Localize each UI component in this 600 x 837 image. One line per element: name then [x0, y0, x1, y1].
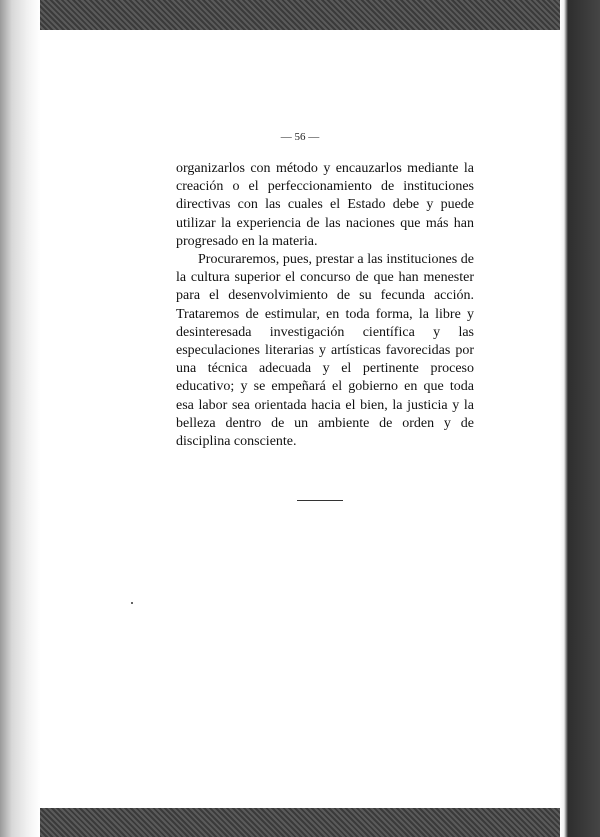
scan-border-right	[560, 0, 600, 837]
page-number: — 56 —	[280, 131, 320, 143]
scan-border-left	[0, 0, 40, 837]
scan-border-top	[0, 0, 600, 30]
paragraph-2: Procuraremos, pues, prestar a las instituciones de la cultura superior el concurso de que han menester para el desenvolvimiento de su fecunda acción. Trataremos de estimular, en toda forma, la libre y desinteresada investigación científica y las especulaciones literarias y artísticas favorecidas por una técnica adecuada y el pertinente proceso educativo; y se empeñará el gobierno en que toda esa labor sea orientada hacia el bien, la justicia y la belleza dentro de un ambiente de orden y de disciplina consciente.	[176, 252, 474, 450]
end-rule	[297, 500, 343, 501]
scan-border-bottom	[0, 808, 600, 837]
body-text	[176, 160, 474, 451]
scan-speck	[131, 602, 133, 604]
paragraph-1: organizarlos con método y encauzarlos mediante la creación o el perfeccionamiento de instituciones directivas con las cuales el Estado debe y puede utilizar la experiencia de las naciones que más han progresado en la materia.	[176, 161, 474, 249]
